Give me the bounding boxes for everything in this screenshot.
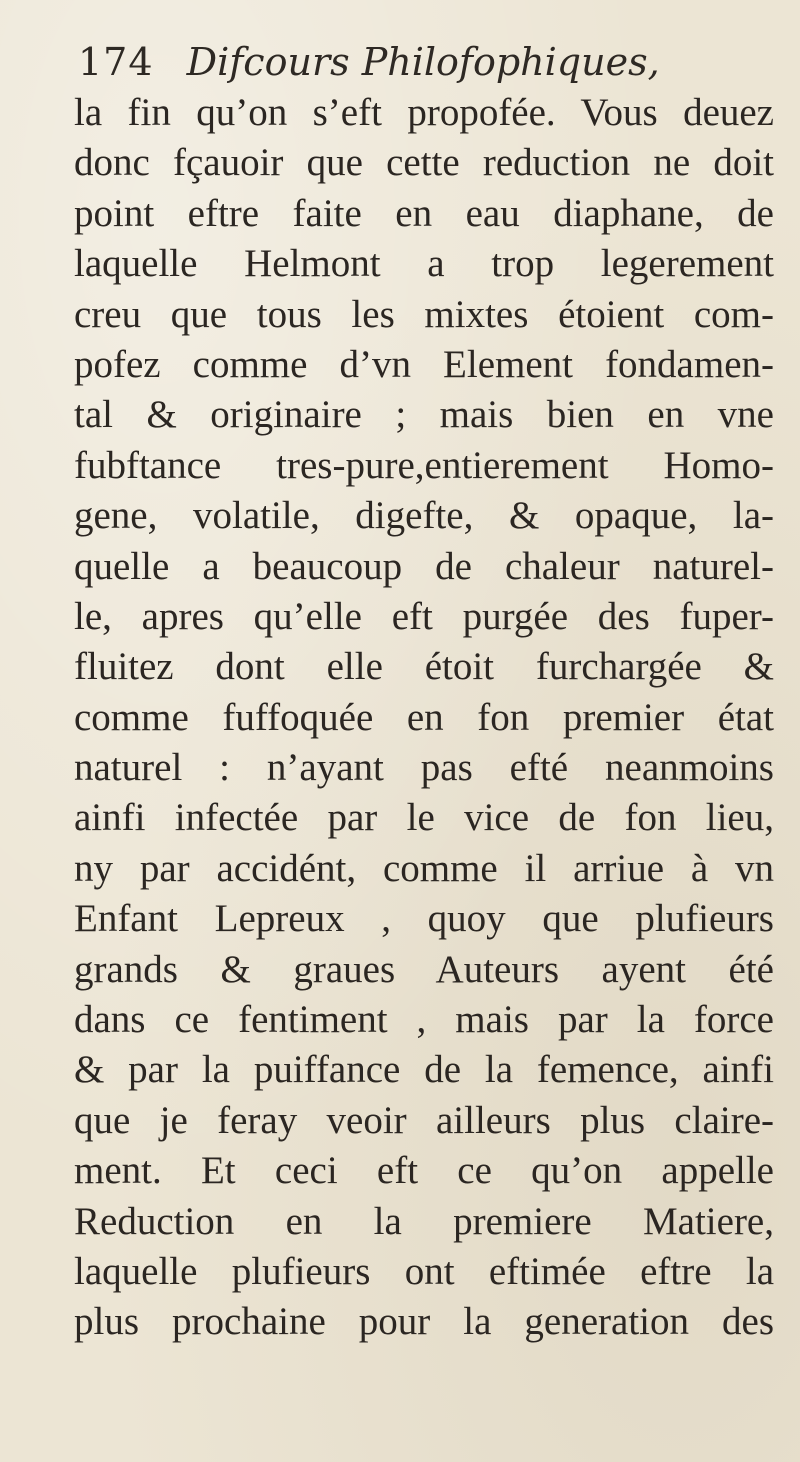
page-number: 174	[78, 40, 154, 84]
text-line: que je feray veoir ailleurs plus claire-	[74, 1098, 774, 1142]
text-line: ment. Et ceci eft ce qu’on appelle	[74, 1149, 774, 1193]
text-line: tal & originaire ; mais bien en vne	[74, 393, 774, 437]
text-line: pofez comme d’vn Element fondamen-	[74, 342, 774, 386]
text-line: creu que tous les mixtes étoient com-	[74, 292, 774, 336]
text-line: donc fçauoir que cette reduction ne doit	[74, 141, 774, 185]
text-line: gene, volatile, digefte, & opaque, la-	[74, 494, 774, 538]
body-text	[74, 88, 774, 1348]
text-line: ny par accidént, comme il arriue à vn	[74, 846, 774, 890]
text-line: le, apres qu’elle eft purgée des fuper-	[74, 594, 774, 638]
text-line: Enfant Lepreux , quoy que plufieurs	[74, 897, 774, 941]
text-line: laquelle Helmont a trop legerement	[74, 242, 774, 286]
text-line: plus prochaine pour la generation des	[74, 1300, 774, 1344]
text-line: & par la puiffance de la femence, ainfi	[74, 1048, 774, 1092]
text-line: naturel : n’ayant pas efté neanmoins	[74, 746, 774, 790]
text-line: fubftance tres-pure,entierement Homo-	[74, 443, 774, 487]
text-line: ainfi infectée par le vice de fon lieu,	[74, 796, 774, 840]
text-line: grands & graues Auteurs ayent été	[74, 947, 774, 991]
text-line: laquelle plufieurs ont eftimée eftre la	[74, 1249, 774, 1293]
running-title: Difcours Philofophiques,	[186, 40, 660, 84]
text-line: la fin qu’on s’eft propofée. Vous deuez	[74, 91, 774, 134]
text-line: point eftre faite en eau diaphane, de	[74, 191, 774, 235]
text-line: quelle a beaucoup de chaleur naturel-	[74, 544, 774, 588]
text-line: Reduction en la premiere Matiere,	[74, 1199, 774, 1243]
text-line: dans ce fentiment , mais par la force	[74, 998, 774, 1042]
text-line: comme fuffoquée en fon premier état	[74, 695, 774, 739]
text-line: fluitez dont elle étoit furchargée &	[74, 645, 774, 689]
